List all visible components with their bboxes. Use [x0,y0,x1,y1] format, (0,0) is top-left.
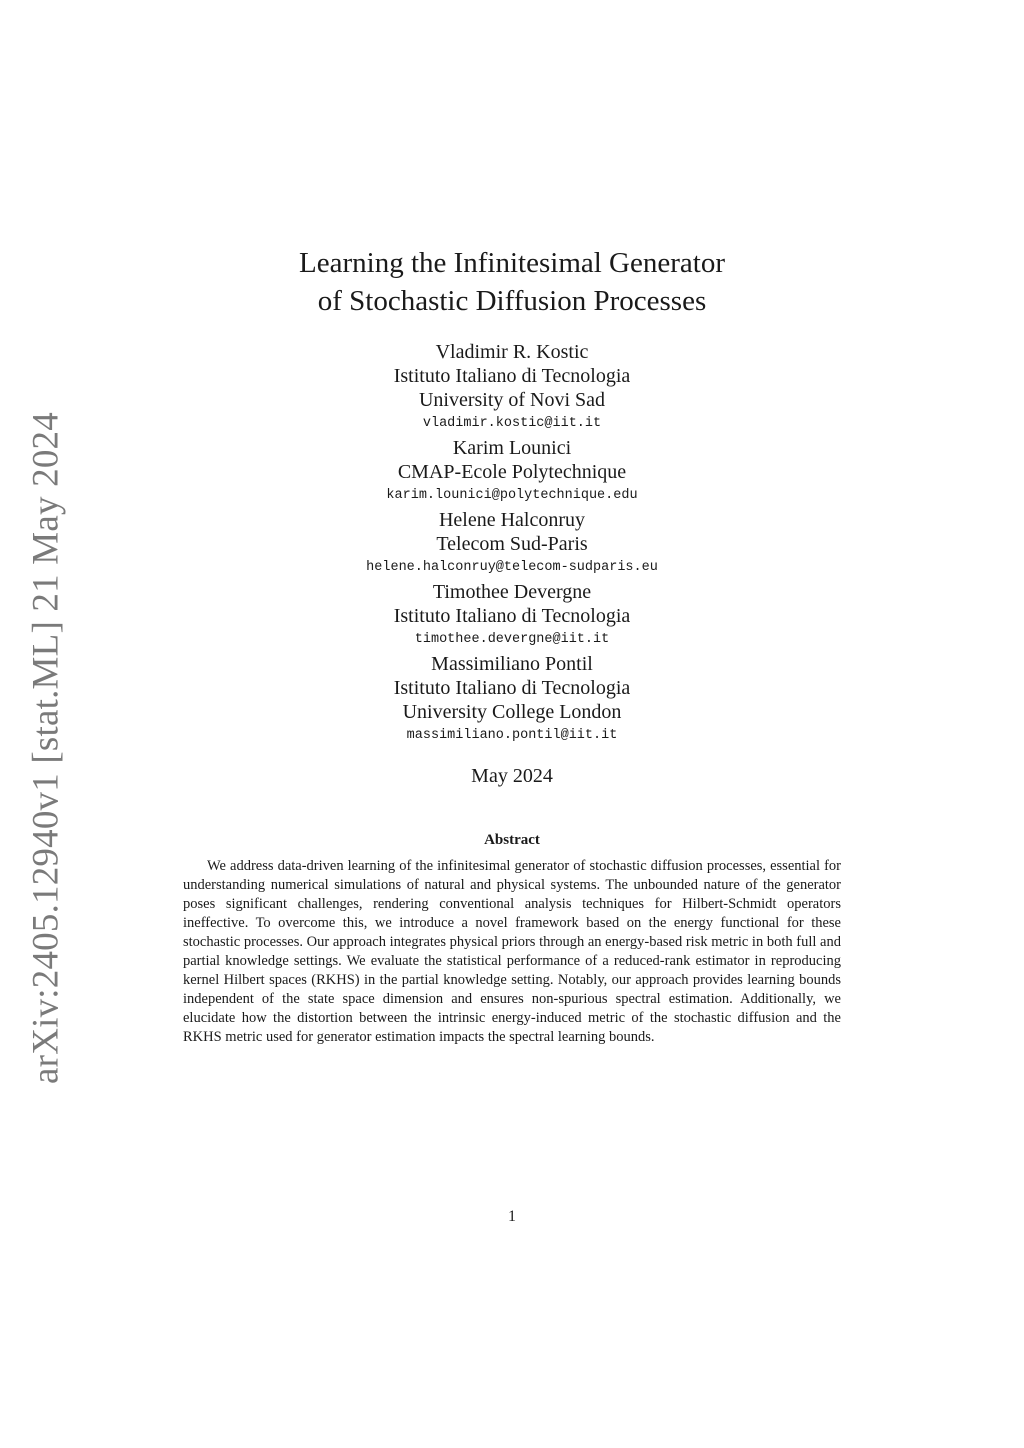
author-block [0,580,1024,652]
author-name: Helene Halconruy [438,509,586,531]
author-email: karim.lounici@polytechnique.edu [386,488,638,503]
author-name: Timothee Devergne [432,581,592,603]
title-line-2: of Stochastic Diffusion Processes [317,285,707,317]
author-name: Vladimir R. Kostic [435,341,589,363]
author-affiliation: Istituto Italiano di Tecnologia [393,365,631,387]
page-number: 1 [508,1208,516,1225]
author-affiliation: Istituto Italiano di Tecnologia [393,605,631,627]
author-affiliation: University of Novi Sad [418,389,606,411]
author-block [0,652,1024,748]
author-email: timothee.devergne@iit.it [414,632,610,647]
abstract-heading: Abstract [484,832,540,848]
publication-date: May 2024 [471,765,553,787]
author-block [0,340,1024,436]
author-list [0,340,1024,748]
author-affiliation: Telecom Sud-Paris [436,533,588,555]
author-name: Massimiliano Pontil [431,653,593,675]
author-block [0,508,1024,580]
author-affiliation: Istituto Italiano di Tecnologia [393,677,631,699]
title-line-1: Learning the Infinitesimal Generator [299,247,725,279]
author-affiliation: CMAP-Ecole Polytechnique [397,461,627,483]
author-name: Karim Lounici [452,437,572,459]
abstract-text: We address data-driven learning of the infinitesimal generator of stochastic diffusion processes, essential for understanding numerical simulations of natural and physical systems. The unbounded nature of the generator poses significant challenges, rendering conventional analysis techniques for Hilbert-Schmidt operators ineffective. To overcome this, we introduce a novel framework based on the energy functional for these stochastic processes. Our approach integrates physical priors through an energy-based risk metric in both full and partial knowledge settings. We evaluate the statistical performance of a reduced-rank estimator in reproducing kernel Hilbert spaces (RKHS) in the partial knowledge setting. Notably, our approach provides learning bounds independent of the state space dimension and ensures non-spurious spectral estimation. Additionally, we elucidate how the distortion between the intrinsic energy-induced metric of the stochastic diffusion and the RKHS metric used for generator estimation impacts the spectral learning bounds. [183,858,841,1045]
author-email: helene.halconruy@telecom-sudparis.eu [366,560,658,575]
arxiv-identifier-stamp: arXiv:2405.12940v1 [stat.ML] 21 May 2024 [25,412,67,1084]
paper-title [0,244,1024,320]
author-email: vladimir.kostic@iit.it [422,416,602,431]
author-affiliation: University College London [402,701,622,723]
author-email: massimiliano.pontil@iit.it [406,728,618,743]
author-block [0,436,1024,508]
